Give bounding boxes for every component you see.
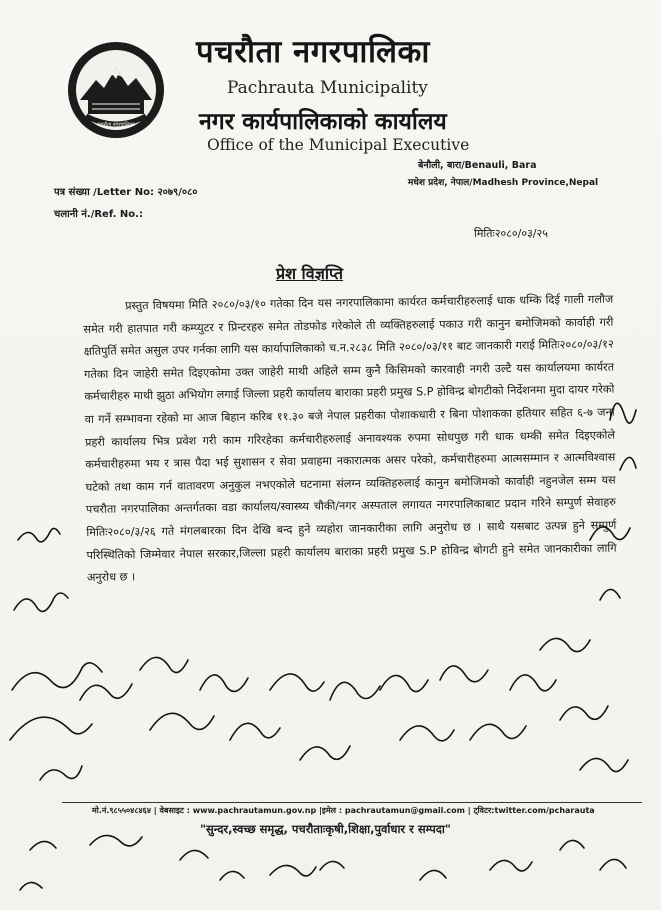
footer-slogan: "सुन्दर,स्वच्छ समृद्ध, पचरौताःकृषी,शिक्षा,पुर्वाधार र सम्पदा" <box>200 822 451 836</box>
press-release-body: प्रस्तुत विषयमा मिति २०८०/०३/१० गतेका दिन यस नगरपालिकामा कार्यरत कर्मचारीहरुलाई धाक धम्कि दिई गाली गलौज समेत गरी हातपात गरी कम्प्युटर र प्रिन्टरहरु समेत तोडफोड गरेकोले ती व्यक्तिहरुलाई पकाउ गरी कानुन बमोजिमको कार्वाही गरी क्षतिपुर्ति समेत असुल उपर गर्नका लागि यस कार्यापालिकाको च.न.२८३८ मिति २०८०/०३/११ बाट जानकारी गराई मितिः२०८०/०३/१२ गतेका दिन जाहेरी समेत दिइएकोमा उक्त जाहेरी माथी अहिले सम्म कुनै किसिमको कारवाही नगरी उल्टै यस कार्यालयमा कार्यरत कर्मचारीहरु माथी झुठा अभियोग लगाई जिल्ला प्रहरी कार्यालय बाराका प्रहरी प्रमुख S.P होविन्द्र बोगटीको निर्देशनमा मुदा दायर गरेको वा गर्ने सम्भावना रहेको मा आज बिहान करिब ११.३० बजे नेपाल प्रहरीका पोशाकधारी र बिना पोशाकका हतियार सहित ६-७ जना प्रहरी कार्यालय भित्र प्रवेश गरी काम गरिरहेका कर्मचारीहरुलाई अनावश्यक रुपमा सोधपुछ गरी धाक धम्की समेत दिइएकोले कर्मचारीहरुमा भय र त्रास पैदा भई सुशासन र सेवा प्रवाहमा नकारात्मक असर परेको, कर्मचारीहरुमा आत्मसम्मान र आत्मविश्वास घटेको तथा काम गर्न वातावरण अनुकुल नभएकोले घटनामा संलग्न व्यक्तिहरुलाई कानुन बमोजिमको कार्वाही नहुनजेल सम्म यस पचरौता नगरपालिका अन्तर्गतका वडा कार्यालय/स्वास्थ्य चौकी/नगर अस्पताल लगायत नगरपालिकाबाट प्रदान गरिने सम्पुर्ण सेवाहरु मितिः२०८०/३/२६ गते मंगलबारका दिन देखि बन्द हुने व्यहोरा जानकारीका लागि अनुरोध छ । साथै यसबाट उत्पन्न हुने सम्पुर्ण परिस्थितिको जिम्मेवार नेपाल सरकार,जिल्ला प्रहरी कार्यालय बाराका प्रहरी प्रमुख S.P होविन्द्र बोगटी हुने समेत जानकारीका लागि अनुरोध छ । <box>83 292 617 585</box>
footer-contact-line: मो.नं.९८५५०४८४६४ | वेबसाइट : www.pachrautamun.gov.np |इमेल : pachrautamun@gmail.com | ट्विटर:twitter.com/pcharauta <box>92 806 595 815</box>
footer-divider <box>62 802 642 803</box>
office-name-english: Office of the Municipal Executive <box>207 136 470 154</box>
document-date: मितिः२०८०/०३/२५ <box>474 227 548 240</box>
municipality-logo-emblem <box>66 40 166 140</box>
reference-number: चलानी नं./Ref. No.: <box>54 209 143 220</box>
address-line-1: बेनौली, बारा/Benauli, Bara <box>418 160 537 171</box>
municipality-name-english: Pachrauta Municipality <box>227 78 428 98</box>
municipality-name-nepali: पचरौता नगरपालिका <box>196 34 430 70</box>
office-name-nepali: नगर कार्यपालिकाको कार्यालय <box>199 108 447 135</box>
logo-seal-text: पचरौता नगरपालिका <box>97 122 135 128</box>
press-release-heading: प्रेश विज्ञप्ति <box>276 264 344 283</box>
address-line-2: मधेश प्रदेश, नेपाल/Madhesh Province,Nepal <box>408 178 599 188</box>
letter-number: पत्र संख्या /Letter No: २०७९/०८० <box>54 187 198 198</box>
